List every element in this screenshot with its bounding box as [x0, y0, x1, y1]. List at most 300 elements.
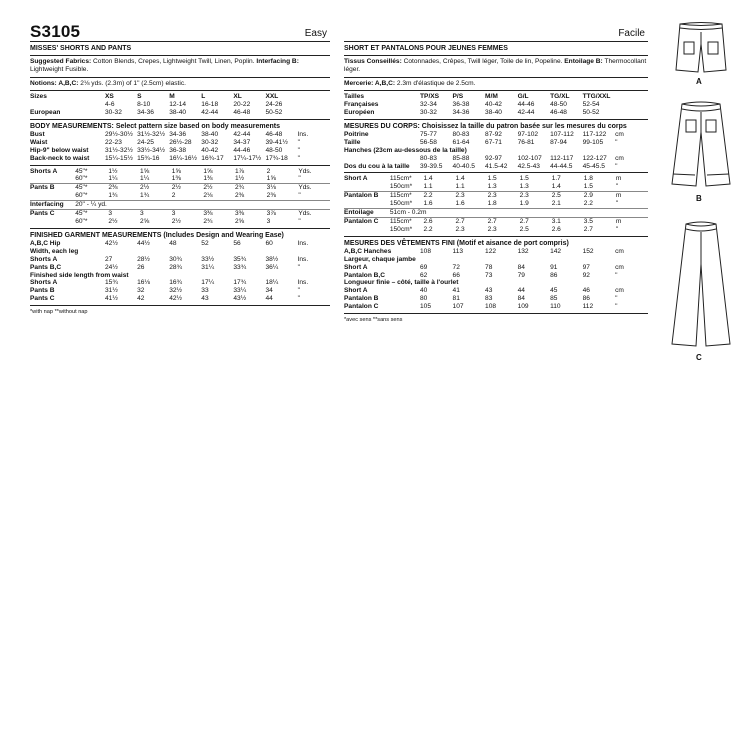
english-finished-table — [30, 240, 330, 303]
table-cell: 26½-28 — [169, 138, 192, 146]
unit-cell: " — [297, 263, 300, 271]
table-cell: 85 — [550, 295, 558, 303]
unit-cell: " — [297, 146, 300, 154]
table-cell: 35¾ — [233, 255, 247, 263]
unit-cell: " — [615, 183, 619, 191]
fabrics-text: Cotton Blends, Crepes, Lightweight Twill, Linen, Poplin. — [91, 58, 257, 65]
table-cell: 15¼-15½ — [105, 154, 133, 162]
table-cell: 26 — [137, 263, 145, 271]
table-cell: 1½ — [235, 175, 245, 183]
table-cell: 1⅝ — [171, 167, 181, 175]
english-notions-text — [30, 80, 330, 88]
table-cell: 43 — [485, 287, 493, 295]
unit-cell: cm — [615, 287, 624, 295]
table-cell: 67-71 — [485, 138, 502, 146]
english-finished-block — [30, 229, 330, 306]
table-cell: 1.8 — [487, 200, 497, 208]
table-cell: 36-38 — [452, 101, 470, 109]
table-cell: 80 — [420, 295, 428, 303]
interfacing-text-fr: Thermocollant léger. — [344, 58, 647, 74]
table-row — [30, 168, 330, 176]
english-finished-title: FINISHED GARMENT MEASUREMENTS (Includes Design and Wearing Ease) — [30, 231, 284, 239]
table-cell: 42½ — [169, 295, 183, 303]
unit-cell: m — [616, 192, 648, 200]
english-sizes-table — [30, 93, 330, 117]
table-cell: 1¾ — [108, 192, 118, 200]
table-cell: 1.5 — [519, 175, 529, 183]
row-label: Pants B — [30, 184, 75, 192]
table-cell: 24-26 — [265, 101, 283, 109]
table-cell: 46-48 — [265, 130, 283, 138]
french-yardage-table — [344, 175, 648, 233]
row-label: Pantalon B — [344, 295, 379, 303]
garment-illustrations — [668, 14, 734, 374]
table-cell: 60 — [265, 239, 273, 247]
table-cell: 34 — [265, 287, 273, 295]
row-label: Dos du cou à la taille — [344, 162, 410, 170]
table-cell: 38-40 — [201, 130, 219, 138]
table-cell: TTG/XXL — [582, 93, 611, 101]
table-cell: 44 — [265, 295, 273, 303]
table-cell: 142 — [550, 247, 562, 255]
row-label: European — [30, 109, 61, 117]
table-cell: 2.7 — [456, 218, 488, 226]
unit-cell: Ins. — [297, 255, 309, 263]
table-cell: 41.5-42 — [485, 162, 508, 170]
table-cell: 15¾-16 — [137, 154, 160, 162]
english-title-block — [30, 42, 330, 56]
table-cell: 78 — [485, 263, 493, 271]
table-cell: 48 — [169, 239, 177, 247]
table-cell: 52-54 — [582, 101, 600, 109]
table-cell: 50-52 — [265, 109, 283, 117]
table-cell: 3 — [108, 210, 140, 218]
table-cell: 1⅝ — [203, 167, 213, 175]
table-row — [344, 248, 648, 256]
table-row — [344, 131, 648, 139]
row-sublabel: 115cm* — [390, 218, 424, 226]
table-cell: 44-44.5 — [550, 162, 573, 170]
row-label: Européen — [344, 109, 375, 117]
table-row — [30, 295, 330, 303]
table-cell: 1⅜ — [171, 175, 181, 183]
table-cell: 1.1 — [455, 183, 465, 191]
table-cell: 91 — [550, 263, 558, 271]
table-row — [344, 183, 648, 191]
table-cell: 76-81 — [517, 138, 535, 146]
table-row — [344, 109, 648, 117]
table-cell: 1¾ — [140, 192, 150, 200]
unit-cell: " — [615, 138, 618, 146]
table-cell: 85-88 — [452, 154, 470, 162]
table-row — [344, 163, 648, 171]
row-sublabel: 51cm - 0.2m — [389, 209, 427, 217]
table-row — [344, 192, 648, 200]
table-cell: 2.3 — [520, 192, 552, 200]
pattern-code: S3105 — [30, 22, 81, 41]
table-cell: 1¼ — [140, 175, 150, 183]
row-label — [30, 218, 75, 226]
row-sublabel: 20" - ¼ yd. — [75, 201, 107, 209]
table-cell: 105 — [420, 303, 432, 311]
row-label: Pantalon B — [344, 192, 390, 200]
table-cell: 30-32 — [420, 109, 437, 117]
table-cell: 2.7 — [520, 218, 552, 226]
row-label: Short A — [344, 263, 368, 271]
table-cell: S — [137, 93, 142, 101]
table-row — [30, 272, 330, 280]
table-row — [30, 109, 330, 117]
table-cell: 34-36 — [452, 109, 470, 117]
table-cell — [456, 209, 488, 218]
table-cell: 86 — [550, 271, 558, 279]
table-cell: 75-77 — [420, 130, 437, 138]
table-cell: 34-36 — [169, 130, 187, 138]
french-yardage-block — [344, 173, 648, 236]
table-cell: 108 — [420, 247, 432, 255]
table-cell: 33½ — [201, 255, 215, 263]
illustration-label-a: A — [696, 77, 702, 86]
table-cell: 2½ — [172, 184, 204, 192]
table-cell: 17¼ — [201, 279, 215, 287]
notions-text-fr: 2.3m d'élastique de 2.5cm. — [395, 79, 476, 87]
table-cell: 28¾ — [169, 263, 183, 271]
shorts-icon — [676, 23, 726, 73]
row-sublabel: 150cm* — [389, 225, 413, 233]
table-cell: 4-6 — [105, 101, 115, 109]
table-cell: 28½ — [137, 255, 150, 263]
notions-label-fr: Mercerie: A,B,C: — [344, 79, 396, 87]
table-row — [344, 139, 648, 147]
table-cell: XL — [233, 93, 242, 101]
table-cell: 3⅛ — [267, 184, 299, 192]
table-row — [30, 147, 330, 155]
row-label: Pantalon C — [344, 303, 379, 311]
illustration-label-b: B — [696, 194, 702, 203]
table-cell: 40-40.5 — [452, 162, 475, 170]
table-cell: 17¾-18 — [265, 154, 288, 162]
table-cell: 44 — [517, 287, 525, 295]
table-cell: 1.3 — [487, 183, 497, 191]
fabrics-label-fr: Tissus Conseillés: — [344, 58, 402, 65]
table-cell: 83 — [485, 295, 493, 303]
row-label: Entoilage — [344, 209, 390, 218]
row-sublabel: 150cm* — [389, 183, 413, 191]
table-cell: 42-44 — [233, 130, 251, 138]
table-cell: 16⅛ — [137, 279, 150, 287]
table-cell: 2.5 — [552, 192, 584, 200]
table-cell: 2⅛ — [203, 192, 213, 200]
table-row — [344, 264, 648, 272]
table-cell: 2⅝ — [140, 218, 150, 225]
difficulty-level-fr: Facile — [618, 28, 645, 39]
unit-cell: " — [615, 162, 618, 170]
row-label: Shorts A — [30, 167, 58, 175]
table-row — [344, 303, 648, 311]
row-label: Pants B — [30, 287, 55, 295]
table-cell — [172, 201, 204, 210]
table-cell: 2.3 — [488, 192, 520, 200]
table-cell: 92-97 — [485, 154, 502, 162]
table-cell: 107 — [452, 303, 464, 311]
table-cell: 17¾ — [233, 279, 247, 287]
row-label: Hip-9" below waist — [30, 146, 89, 154]
table-cell: 84 — [517, 263, 525, 271]
table-cell: 3⅜ — [203, 210, 235, 218]
table-cell: 1.5 — [583, 183, 593, 191]
table-cell: 2.5 — [519, 225, 529, 233]
notions-label: Notions: A,B,C: — [30, 79, 79, 87]
table-cell: XS — [105, 93, 114, 101]
unit-cell: " — [615, 295, 618, 303]
table-cell: 1.6 — [455, 200, 465, 208]
row-label — [344, 200, 390, 208]
french-title: SHORT ET PANTALONS POUR JEUNES FEMMES — [344, 45, 508, 52]
english-title: MISSES' SHORTS AND PANTS — [30, 45, 132, 52]
english-sizes-block — [30, 91, 330, 120]
unit-cell — [298, 93, 330, 101]
row-label: Poitrine — [344, 130, 369, 138]
table-cell: 16¾ — [169, 279, 183, 287]
table-cell: 87-94 — [550, 138, 567, 146]
table-cell: 56 — [233, 239, 241, 247]
table-cell — [584, 209, 616, 218]
row-label — [30, 101, 105, 109]
table-cell: 29½-30½ — [105, 130, 133, 138]
unit-cell: " — [615, 303, 618, 311]
table-cell: 30-32 — [201, 138, 219, 146]
row-sublabel: 115cm* — [390, 192, 424, 200]
pants-icon — [672, 102, 730, 186]
table-cell: 40 — [420, 287, 428, 295]
table-row — [344, 155, 648, 163]
unit-cell — [615, 101, 648, 109]
unit-cell: m — [615, 175, 622, 183]
table-row — [344, 295, 648, 303]
row-label: Short A — [344, 175, 368, 183]
unit-cell: " — [297, 287, 300, 295]
table-row — [30, 155, 330, 163]
table-cell: 41½ — [105, 295, 118, 303]
table-cell: 46-48 — [233, 109, 251, 117]
table-cell: 40-42 — [485, 101, 502, 109]
unit-cell: Ins. — [297, 279, 309, 287]
table-cell: G/L — [517, 93, 529, 101]
table-row — [30, 264, 330, 272]
row-label: Pants B,C — [30, 263, 62, 271]
table-cell: 2½ — [203, 184, 235, 192]
table-row — [30, 201, 330, 210]
table-cell: 2.2 — [423, 192, 455, 200]
table-cell: TG/XL — [550, 93, 570, 101]
table-cell: 34-37 — [233, 138, 251, 146]
table-cell: 3⅞ — [267, 210, 299, 218]
french-body-block — [344, 120, 648, 174]
table-cell: 2.7 — [488, 218, 520, 226]
table-cell: 1.4 — [455, 175, 465, 183]
french-sizes-table — [344, 93, 648, 117]
table-cell: M/M — [485, 93, 498, 101]
table-row — [30, 131, 330, 139]
table-cell: 32 — [137, 287, 145, 295]
table-cell: 2.6 — [423, 218, 455, 226]
table-cell: 43 — [201, 295, 209, 303]
unit-cell: Ins. — [297, 130, 309, 138]
unit-cell: cm — [615, 263, 624, 271]
table-row — [344, 175, 648, 183]
table-cell: P/S — [452, 93, 464, 101]
interfacing-label-fr: Entoilage B: — [564, 58, 603, 65]
table-cell: 2½ — [171, 218, 181, 225]
french-finished-title: MESURES DES VÊTEMENTS FINI (Motif et aisance de port compris) — [344, 239, 569, 247]
table-cell: 2¾ — [203, 218, 213, 225]
table-cell: 2.6 — [551, 225, 561, 233]
table-cell: 112-117 — [550, 154, 574, 162]
table-row — [30, 175, 330, 183]
table-cell — [267, 201, 299, 210]
table-cell: 2.3 — [455, 225, 465, 233]
table-row — [344, 226, 648, 234]
table-cell: 1.3 — [519, 183, 529, 191]
table-cell: 73 — [485, 271, 493, 279]
table-cell: 22-23 — [105, 138, 122, 146]
table-cell: 80-83 — [452, 130, 470, 138]
unit-cell: " — [297, 154, 300, 162]
difficulty-level: Easy — [304, 28, 327, 39]
table-cell: 30¾ — [169, 255, 183, 263]
table-cell: 1.9 — [519, 200, 529, 208]
table-cell: 31¼ — [201, 263, 215, 271]
unit-cell: Yds. — [298, 167, 312, 175]
unit-cell: Yds. — [298, 184, 330, 192]
english-yardage-table — [30, 168, 330, 226]
table-cell: 81 — [452, 295, 460, 303]
french-body-table — [344, 131, 648, 171]
french-finished-block — [344, 237, 648, 314]
table-cell: 30-32 — [105, 109, 122, 117]
row-label: A,B,C Hip — [30, 239, 61, 247]
table-cell: 33 — [201, 287, 209, 295]
table-cell: M — [169, 93, 175, 101]
table-cell: 86 — [582, 295, 590, 303]
unit-cell: m — [616, 218, 648, 226]
table-cell: 24-25 — [137, 138, 154, 146]
table-cell: 1.1 — [423, 183, 433, 191]
table-cell: 33¼ — [233, 287, 247, 295]
table-cell: 1¼ — [108, 175, 118, 183]
table-cell — [203, 201, 235, 210]
table-cell: 2.3 — [456, 192, 488, 200]
table-cell: XXL — [265, 93, 279, 101]
table-cell: 34-36 — [137, 109, 154, 117]
row-sublabel: 60"* — [75, 175, 88, 183]
table-cell: 2⅜ — [235, 192, 245, 200]
table-cell: 43½ — [233, 295, 247, 303]
table-cell: 48-50 — [550, 101, 567, 109]
table-cell: 1.5 — [487, 175, 497, 183]
french-fabrics-block — [344, 56, 648, 78]
row-sublabel: 60"* — [75, 192, 88, 200]
table-cell: 20-22 — [233, 101, 251, 109]
table-cell — [423, 209, 455, 218]
table-cell: 152 — [582, 247, 594, 255]
unit-cell: cm — [615, 154, 624, 162]
table-cell: 33½-34½ — [137, 146, 165, 154]
table-cell: 42-44 — [517, 109, 535, 117]
table-cell: 2⅜ — [266, 192, 276, 200]
row-label: Longueur finie – côté, taille à l'ourlet — [344, 279, 459, 287]
row-label: Bust — [30, 130, 45, 138]
fabrics-label: Suggested Fabrics: — [30, 58, 92, 65]
row-label: Back-neck to waist — [30, 154, 90, 162]
english-body-title: BODY MEASUREMENTS: Select pattern size based on body measurements — [30, 122, 280, 130]
table-cell: 42-44 — [201, 109, 219, 117]
row-label — [344, 226, 390, 234]
row-label: Hanches (23cm au-dessous de la taille) — [344, 146, 467, 154]
french-body-title: MESURES DU CORPS: Choisissez la taille du patron basée sur les mesures du corps — [344, 122, 627, 130]
unit-cell — [616, 209, 648, 218]
table-cell: 3.1 — [552, 218, 584, 226]
row-label: Taille — [344, 138, 361, 146]
table-cell: 117-122 — [582, 130, 607, 138]
english-footnote: *with nap **without nap — [30, 309, 88, 316]
row-label: Pantalon B,C — [344, 271, 386, 279]
table-cell: 50-52 — [582, 109, 600, 117]
table-row — [30, 240, 330, 248]
table-row — [30, 101, 330, 109]
table-cell: 1.4 — [551, 183, 561, 191]
table-cell: 46-48 — [550, 109, 567, 117]
table-cell: 44½ — [137, 239, 150, 247]
row-label: Short A — [344, 287, 368, 295]
table-cell — [552, 209, 584, 218]
table-cell: 3 — [140, 210, 172, 218]
english-fabrics-text — [30, 58, 330, 75]
table-cell: 62 — [420, 271, 428, 279]
table-cell: 3⅜ — [235, 210, 267, 218]
french-notions-block — [344, 78, 648, 91]
row-label: Tailles — [344, 93, 365, 101]
table-cell: 27 — [105, 255, 113, 263]
french-column — [344, 14, 648, 324]
table-cell: 16¼-16½ — [169, 154, 198, 162]
french-fabrics-text — [344, 58, 648, 75]
table-cell: 8-10 — [137, 101, 151, 109]
table-cell: 113 — [452, 247, 464, 255]
table-row — [30, 184, 330, 192]
table-cell — [108, 201, 140, 210]
table-cell: 1.6 — [423, 200, 433, 208]
table-row — [344, 287, 648, 295]
table-cell: 87-92 — [485, 130, 502, 138]
table-cell — [488, 209, 520, 218]
unit-cell — [615, 109, 648, 117]
table-row — [344, 200, 648, 208]
unit-cell — [298, 101, 330, 109]
table-cell: 2 — [171, 192, 176, 200]
row-label: Largeur, chaque jambe — [344, 255, 416, 263]
table-row — [344, 256, 648, 264]
table-cell: 99-105 — [582, 138, 604, 146]
table-cell: 40-42 — [201, 146, 219, 154]
table-cell: 45 — [550, 287, 558, 295]
table-cell: L — [201, 93, 206, 101]
row-sublabel: 45"* — [75, 210, 108, 218]
table-cell: 3 — [266, 218, 271, 225]
table-row — [30, 93, 330, 101]
table-cell: 102-107 — [517, 154, 542, 162]
table-cell: 36¼ — [265, 263, 279, 271]
